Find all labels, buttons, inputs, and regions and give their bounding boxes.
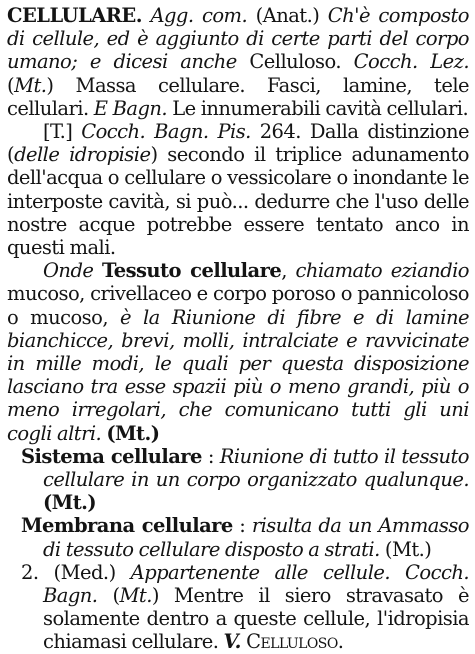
text-run: risulta da un Ammasso di tessuto cellulare disposto a strati. xyxy=(43,514,469,561)
text-run: : xyxy=(201,444,220,468)
text-run: Mt. xyxy=(14,73,47,97)
text-run: Cocch. Bagn. Pis. xyxy=(81,120,251,144)
sense-2-paragraph xyxy=(7,561,469,654)
text-run: Cocch. Lez. xyxy=(353,50,470,74)
text-run: (Anat.) xyxy=(247,4,328,27)
text-run: (Mt.) xyxy=(379,537,432,561)
entry-headword: CELLULARE. xyxy=(7,4,142,27)
text-run: ) Massa cellulare. Fasci, lamine, tele cellulari. xyxy=(7,73,469,120)
text-run: 264. Dalla distinzione ( xyxy=(7,120,469,167)
text-run: Celluloso. xyxy=(236,50,354,74)
subentry-sistema-cellulare xyxy=(7,445,469,515)
text-run: Celluloso. xyxy=(246,630,344,654)
text-run: 2. (Med.) xyxy=(21,560,131,584)
text-run: Membrana cellulare xyxy=(21,514,233,538)
text-run: V. xyxy=(223,630,241,654)
entry-paragraph-main xyxy=(7,4,469,120)
text-run: Tessuto cellulare xyxy=(101,259,282,283)
text-run: [T.] xyxy=(43,120,82,144)
text-run: Le innumerabili cavità cellulari. xyxy=(167,96,469,120)
text-run: mucoso, crivellaceo e corpo poroso o pannicoloso o mucoso, xyxy=(7,282,469,329)
text-run: ( xyxy=(7,73,15,97)
text-run: ) Mentre il siero stravasato è solamente dentro a queste cellule, l'idropisia chiamasi cellulare. xyxy=(43,584,469,654)
text-run: Appartenente alle cellule. Cocch. Bagn. xyxy=(43,560,469,608)
text-run: Sistema cellulare xyxy=(21,444,202,468)
text-run: Ch'è composto di cellule, ed è aggiunto di certe parti del corpo umano; e dicesi anche xyxy=(7,4,469,74)
text-run: Onde xyxy=(43,259,94,283)
text-run: è la Riunione di fibre e di lamine bianchicce, brevi, molli, intralciate e ravvicinate in mille modi, le quali per questa disposizione lasciano tra esse spazii più o meno grandi, più o meno irregolari, che comunicano tutti gli uni cogli altri. xyxy=(7,305,469,445)
text-run: Agg. com. xyxy=(150,4,248,27)
citation-paragraph xyxy=(7,120,469,259)
text-run: E Bagn. xyxy=(93,96,168,120)
text-run: chiamato eziandio xyxy=(295,259,469,283)
text-run: (Mt.) xyxy=(43,491,97,515)
text-run: : xyxy=(232,514,252,538)
text-run: Mt. xyxy=(119,584,152,608)
subentry-tessuto-cellulare xyxy=(7,259,469,445)
text-run: Riunione di tutto il tessuto cellulare in un corpo organizzato qualunque. xyxy=(43,444,469,492)
text-run xyxy=(93,259,102,282)
text-run: ) secondo il triplice adunamento dell'acqua o cellulare o vessicolare o inondante le interposte cavità, si può... dedurre che l'uso delle nostre acque potrebbe essere tentato anco in questi mali. xyxy=(7,143,469,260)
text-run: ( xyxy=(97,584,120,608)
text-run: (Mt.) xyxy=(106,421,160,445)
text-run: , xyxy=(281,259,296,283)
text-run: delle idropisie xyxy=(14,143,151,167)
